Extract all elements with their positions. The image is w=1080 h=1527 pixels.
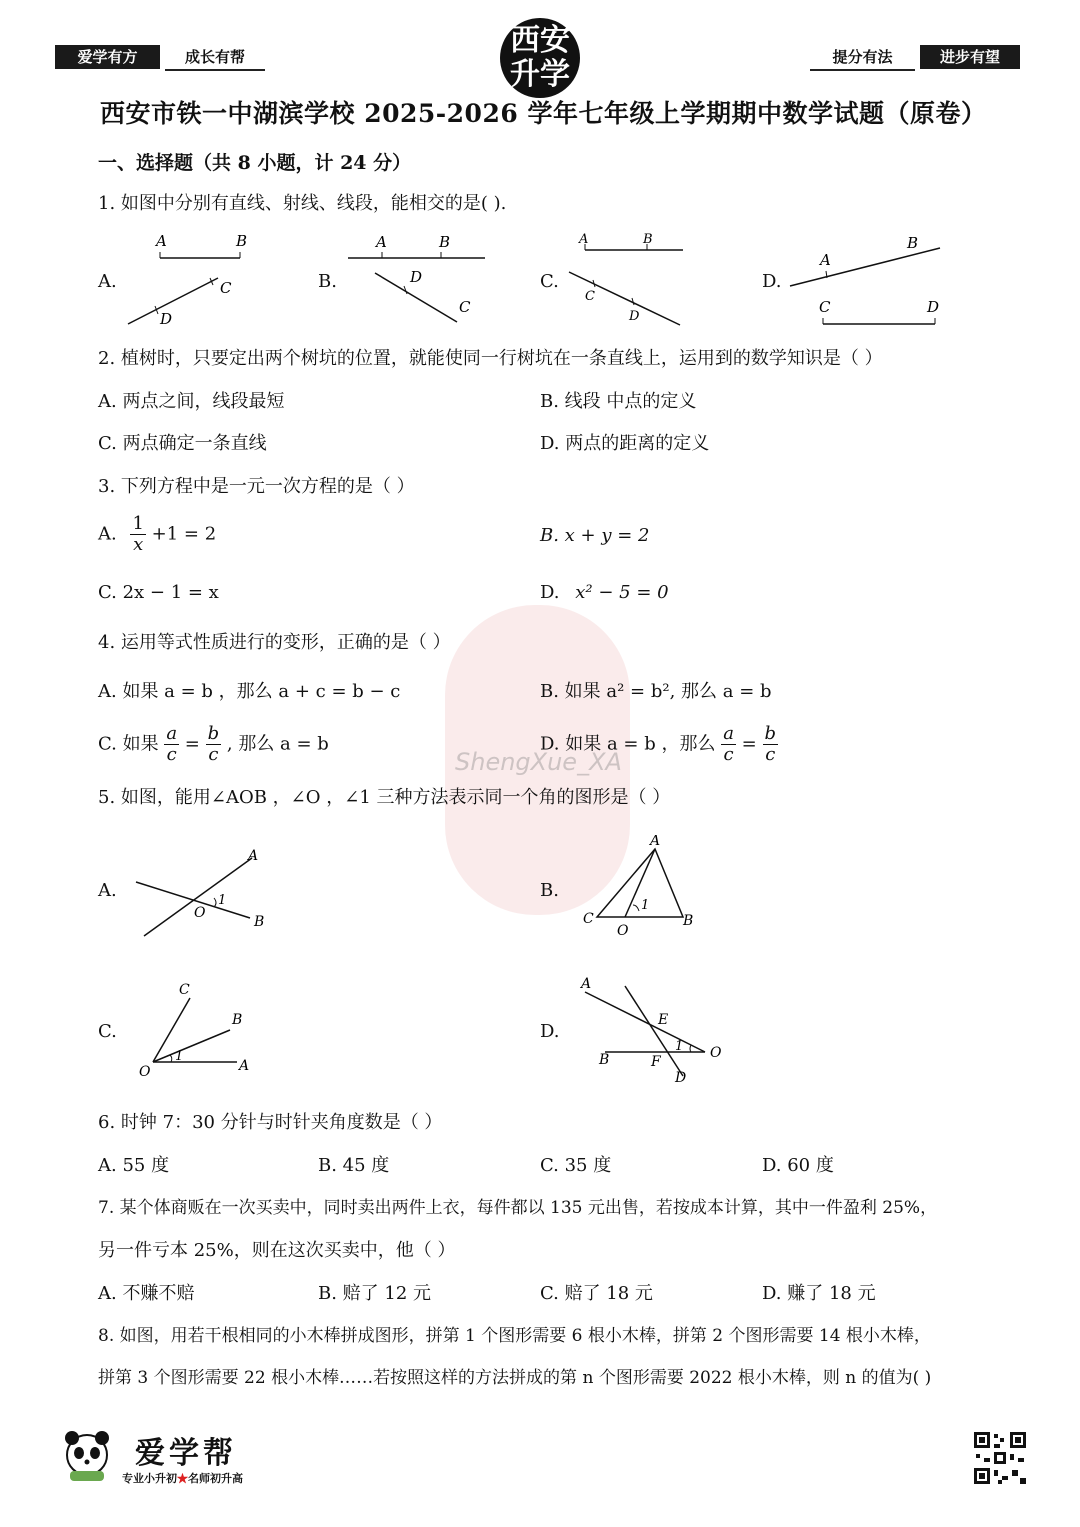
- fig-label: B: [439, 233, 451, 251]
- svg-text:C: C: [179, 982, 190, 998]
- q7-option-c: C. 赔了 18 元: [540, 1283, 653, 1304]
- equals-sign: =: [184, 733, 200, 755]
- q6-option-c: C. 35 度: [540, 1155, 612, 1176]
- footer-brand: 爱学帮: [135, 1436, 237, 1471]
- q3-stem: 3. 下列方程中是一元一次方程的是（ ）: [98, 476, 415, 497]
- fraction-denominator: c: [166, 744, 177, 765]
- q2-option-b: B. 线段 中点的定义: [540, 391, 697, 412]
- fig-label: A: [579, 232, 589, 247]
- svg-text:1: 1: [175, 1049, 184, 1064]
- fig-label: D: [629, 309, 640, 324]
- header-banner-right-2: 进步有望: [920, 45, 1020, 69]
- q1-figure-a: [120, 230, 270, 330]
- q8-stem-line-2: 拼第 3 个图形需要 22 根小木棒……若按照这样的方法拼成的第 n 个图形需要 2022 根小木棒，则 n 的值为( ): [98, 1368, 932, 1388]
- q6-option-d: D. 60 度: [762, 1155, 834, 1176]
- svg-text:1: 1: [675, 1039, 684, 1054]
- q8-stem-line-1: 8. 如图，用若干根相同的小木棒拼成图形，拼第 1 个图形需要 6 根小木棒，拼第 2 个图形需要 14 根小木棒，: [98, 1326, 931, 1346]
- header-banner-left-1: 爱学有方: [55, 45, 160, 69]
- svg-text:B: B: [254, 914, 265, 930]
- q7-option-b: B. 赔了 12 元: [318, 1283, 432, 1304]
- section-heading: 一、选择题（共 8 小题，计 24 分）: [98, 152, 412, 174]
- fraction-a-over-c: [164, 724, 179, 765]
- fig-label: C: [220, 279, 232, 297]
- q4-stem: 4. 运用等式性质进行的变形，正确的是（ ）: [98, 632, 451, 653]
- fig-label: C: [459, 298, 471, 316]
- svg-text:1: 1: [218, 893, 227, 908]
- svg-text:B: B: [232, 1012, 243, 1028]
- q3-option-b: B. x + y = 2: [540, 525, 650, 546]
- q2-option-a: A. 两点之间，线段最短: [98, 391, 285, 412]
- fraction-denominator: c: [765, 744, 776, 765]
- fig-label: D: [160, 310, 173, 328]
- watermark-text: ShengXue_XA: [455, 748, 622, 776]
- q3-option-d-label: D.: [540, 582, 560, 603]
- fig-label: C: [585, 289, 595, 304]
- svg-text:C: C: [583, 911, 594, 927]
- footer-slogan-1: 专业小升初: [122, 1472, 177, 1485]
- fraction-denominator: c: [208, 744, 219, 765]
- q1-option-c-label: C.: [540, 271, 559, 292]
- fig-label: A: [820, 251, 831, 269]
- star-icon: ★: [177, 1472, 188, 1485]
- q4-option-d: [540, 724, 778, 765]
- fraction-denominator: c: [723, 744, 734, 765]
- header-banner-left-2: 成长有帮: [165, 45, 265, 71]
- fig-label: A: [156, 232, 167, 250]
- q7-stem-line-1: 7. 某个体商贩在一次买卖中，同时卖出两件上衣，每件都以 135 元出售，若按成本计算，其中一件盈利 25%，: [98, 1198, 938, 1218]
- q3-option-d-expr: x² − 5 = 0: [575, 582, 669, 603]
- fig-label: B: [643, 232, 653, 247]
- q4-option-c-pre: C. 如果: [98, 733, 159, 755]
- q3-option-d: [540, 582, 669, 604]
- q1-option-d-label: D.: [762, 271, 782, 292]
- page-title: 西安市铁一中湖滨学校 2025-2026 学年七年级上学期期中数学试题（原卷）: [100, 99, 987, 128]
- q1-option-b-label: B.: [318, 271, 337, 292]
- q2-stem: 2. 植树时，只要定出两个树坑的位置，就能使同一行树坑在一条直线上，运用到的数学知识是（ ）: [98, 348, 883, 369]
- fraction-numerator: a: [723, 723, 734, 744]
- q1-figure-c: [565, 230, 695, 330]
- fraction-numerator: b: [764, 723, 777, 744]
- q2-option-d: D. 两点的距离的定义: [540, 433, 710, 454]
- q5-option-d-label: D.: [540, 1021, 560, 1042]
- svg-text:A: A: [248, 848, 259, 864]
- q5-figure-a: [130, 840, 280, 945]
- svg-text:O: O: [617, 923, 629, 939]
- svg-text:E: E: [658, 1012, 669, 1028]
- svg-text:O: O: [139, 1064, 151, 1080]
- svg-text:O: O: [710, 1045, 722, 1061]
- q1-option-a-label: A.: [98, 271, 117, 292]
- fraction-b-over-c: [206, 724, 222, 765]
- svg-text:D: D: [675, 1070, 687, 1086]
- q5-option-a-label: A.: [98, 880, 117, 901]
- qr-code-icon: [972, 1430, 1028, 1486]
- logo-line-2: 升学: [510, 57, 570, 92]
- fraction-a-over-c: [721, 724, 736, 765]
- logo-line-1: 西安: [510, 23, 570, 58]
- header-banner-right-1: 提分有法: [810, 45, 915, 71]
- fig-label: D: [927, 298, 940, 316]
- svg-text:B: B: [683, 913, 694, 929]
- svg-text:1: 1: [641, 898, 650, 913]
- q7-option-a: A. 不赚不赔: [98, 1283, 195, 1304]
- q2-option-c: C. 两点确定一条直线: [98, 433, 267, 454]
- q4-option-b: B. 如果 a² = b², 那么 a = b: [540, 681, 772, 702]
- q3-option-c: C. 2x − 1 = x: [98, 582, 219, 603]
- equals-sign: =: [741, 733, 757, 755]
- q7-stem-line-2: 另一件亏本 25%，则在这次买卖中，他（ ）: [98, 1240, 456, 1261]
- fig-label: B: [907, 234, 919, 252]
- svg-text:B: B: [599, 1052, 610, 1068]
- footer-slogan-2: 名师初升高: [188, 1472, 243, 1485]
- q3-option-a-rest: +1 = 2: [151, 523, 217, 545]
- q5-option-b-label: B.: [540, 880, 559, 901]
- q1-stem: 1. 如图中分别有直线、射线、线段，能相交的是( ).: [98, 193, 507, 214]
- q5-figure-c: [135, 980, 265, 1085]
- svg-text:O: O: [194, 905, 206, 921]
- q5-stem: 5. 如图，能用∠AOB ，∠O ，∠1 三种方法表示同一个角的图形是（ ）: [98, 787, 671, 808]
- svg-text:A: A: [239, 1058, 250, 1074]
- q4-option-c: [98, 724, 329, 765]
- q5-figure-b: [575, 835, 705, 945]
- fraction-b-over-c: [763, 724, 779, 765]
- fig-label: B: [236, 232, 248, 250]
- q4-option-d-pre: D. 如果 a = b ，那么: [540, 733, 716, 755]
- svg-text:F: F: [651, 1054, 661, 1070]
- svg-text:A: A: [581, 976, 592, 992]
- q4-option-c-post: , 那么 a = b: [226, 733, 329, 755]
- q6-option-b: B. 45 度: [318, 1155, 390, 1176]
- site-logo: [500, 18, 580, 98]
- q5-figure-d: [575, 972, 735, 1087]
- q3-option-a-label: A.: [98, 523, 117, 545]
- fraction-denominator: x: [133, 534, 144, 555]
- q6-option-a: A. 55 度: [98, 1155, 170, 1176]
- footer-slogan: [122, 1470, 243, 1486]
- q1-figure-b: [345, 230, 495, 330]
- q3-fraction: [130, 514, 145, 555]
- q4-option-a: A. 如果 a = b ，那么 a + c = b − c: [98, 681, 401, 702]
- fraction-numerator: a: [166, 723, 178, 744]
- q5-option-c-label: C.: [98, 1021, 117, 1042]
- q7-option-d: D. 赚了 18 元: [762, 1283, 876, 1304]
- panda-icon: [60, 1425, 115, 1485]
- q1-figure-d: [785, 230, 950, 330]
- fig-label: A: [376, 233, 387, 251]
- fig-label: C: [819, 298, 831, 316]
- q6-stem: 6. 时钟 7：30 分针与时针夹角度数是（ ）: [98, 1112, 443, 1133]
- fraction-numerator: 1: [132, 513, 144, 534]
- svg-text:A: A: [650, 835, 661, 849]
- fraction-numerator: b: [207, 723, 220, 744]
- q3-option-a: [98, 514, 216, 555]
- fig-label: D: [410, 268, 423, 286]
